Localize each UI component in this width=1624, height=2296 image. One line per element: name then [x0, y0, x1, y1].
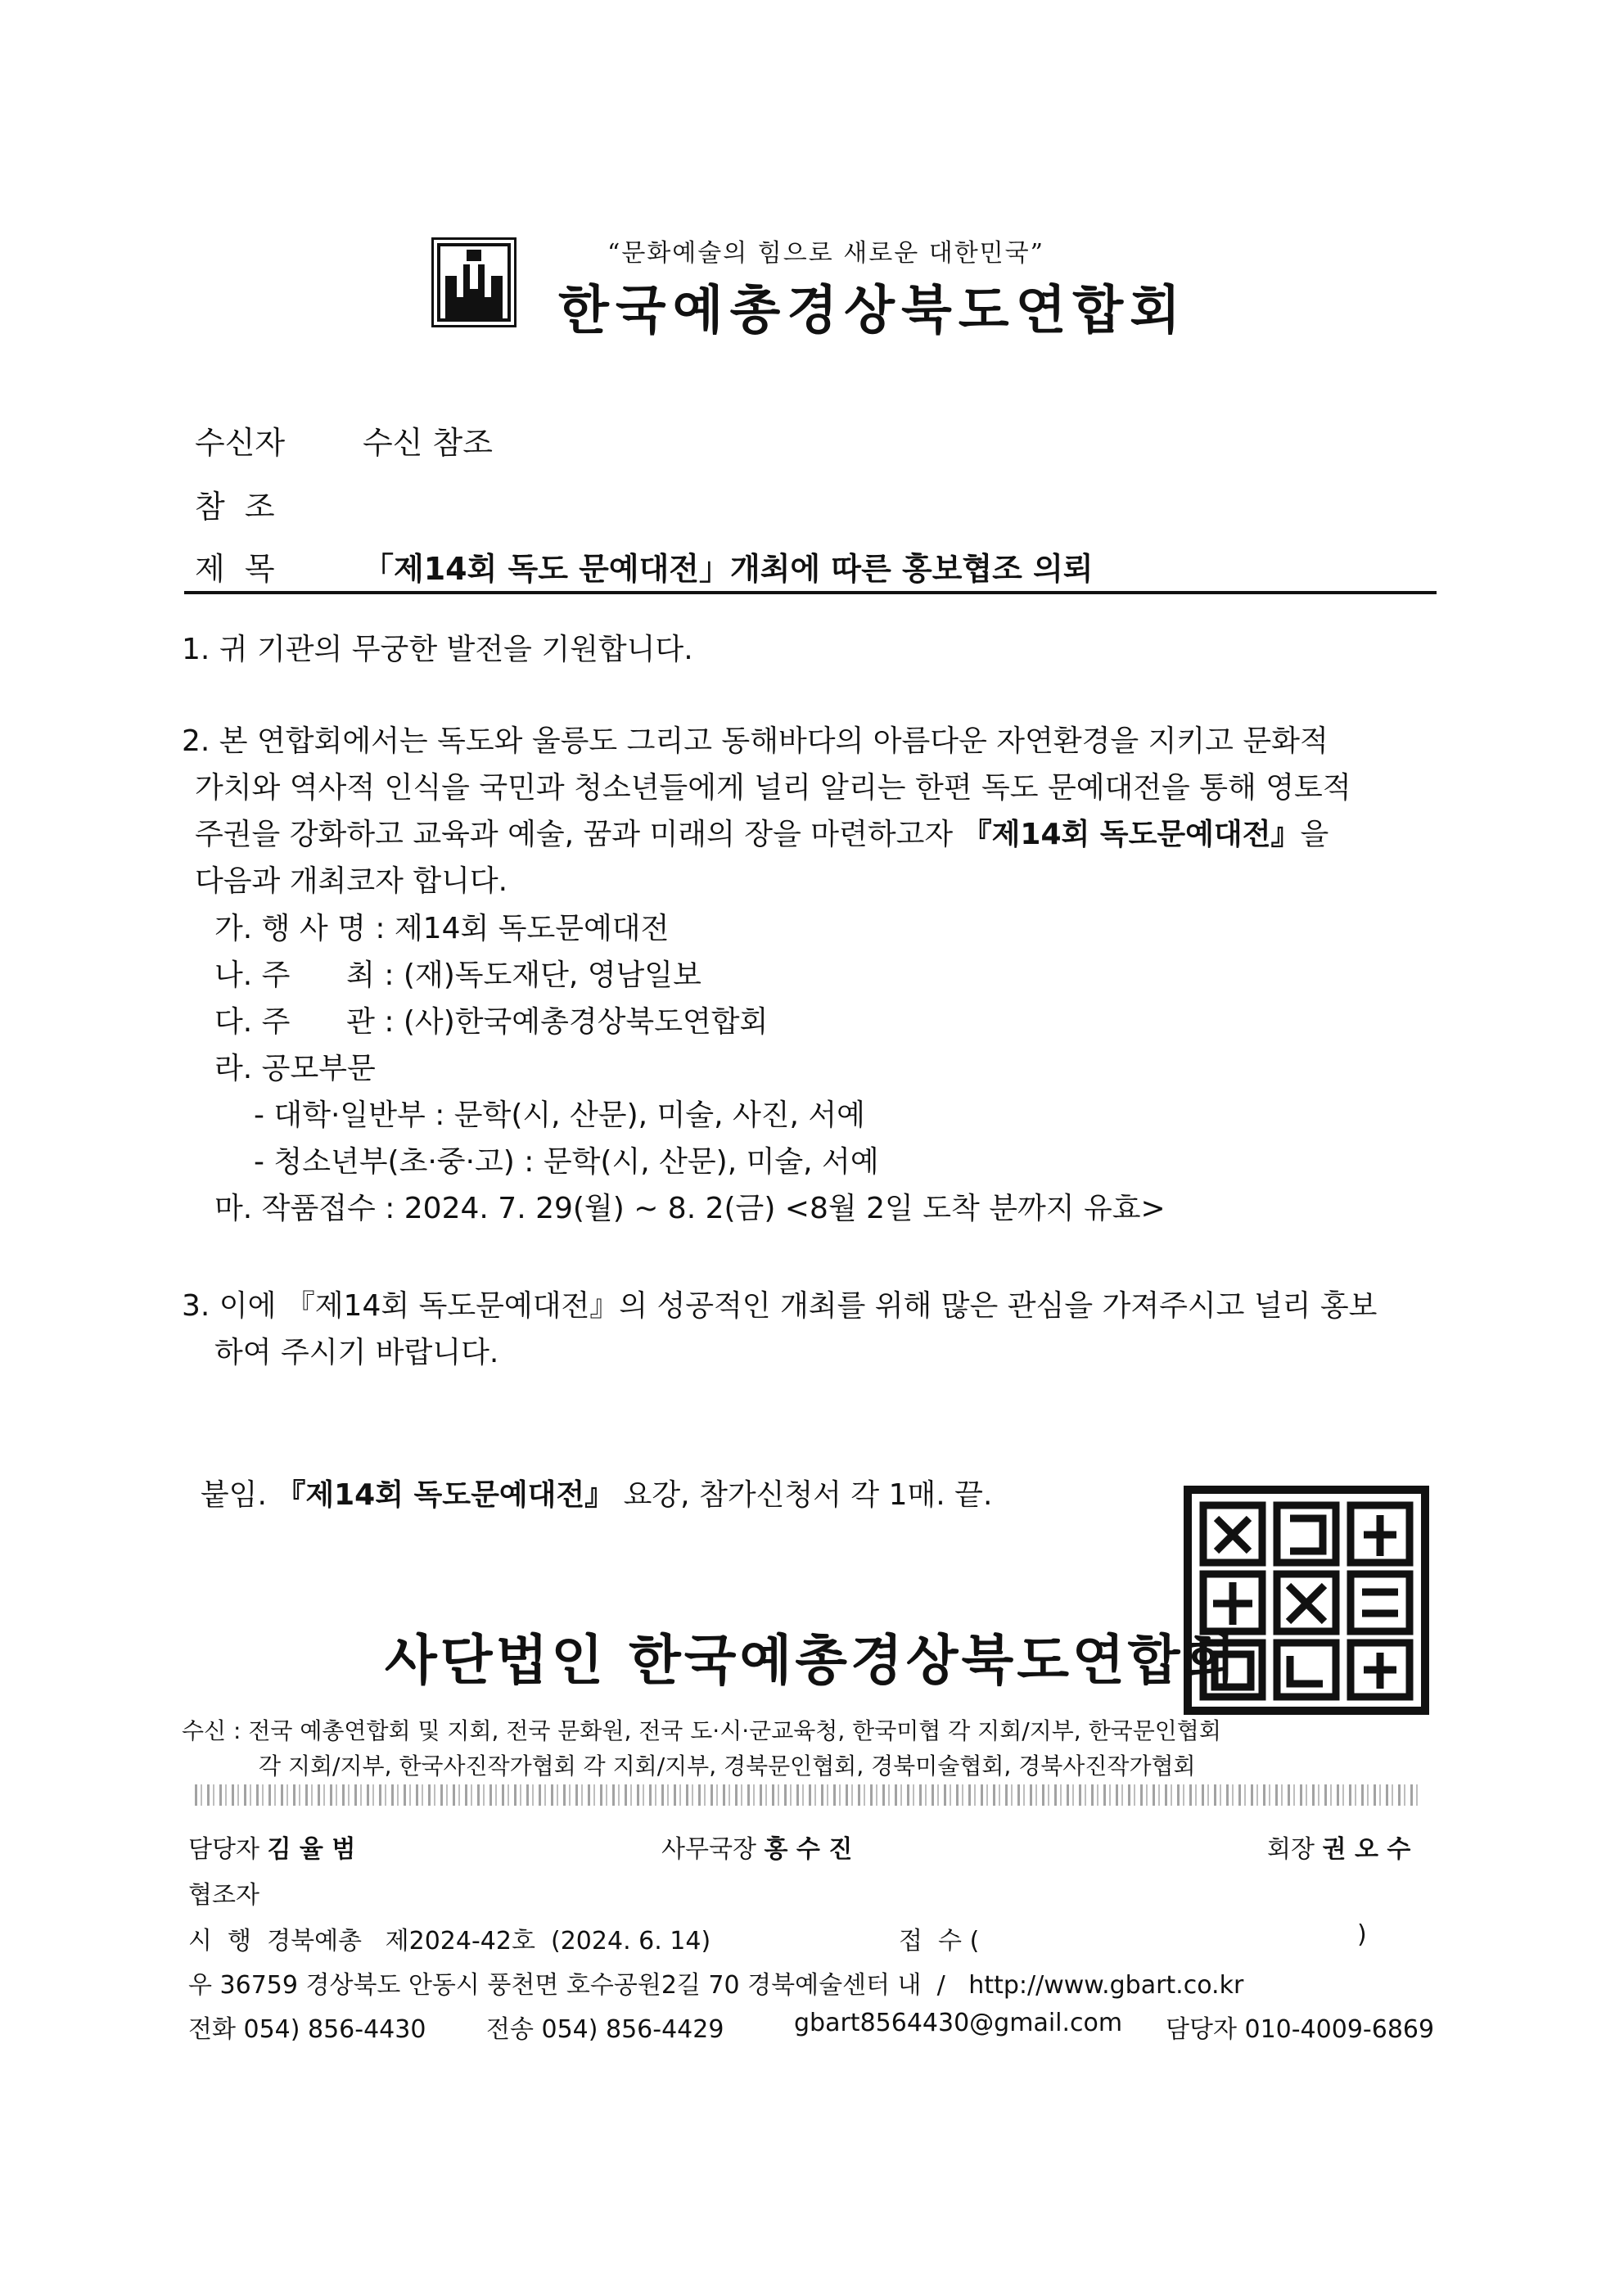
attachment-line	[182, 1427, 992, 1518]
paragraph-2-line-4: 다음과 개최코자 합니다.	[195, 864, 508, 898]
paragraph-2-line-3	[195, 812, 1329, 858]
subject-label: 제 목	[195, 551, 275, 587]
paragraph-1: 1. 귀 기관의 무궁한 발전을 기원합니다.	[182, 633, 693, 666]
recipient-value: 수신 참조	[363, 425, 493, 461]
receipt-field: 접 수 (	[899, 1927, 980, 1955]
attachment-event-name: 『제14회 독도문예대전』	[276, 1478, 615, 1512]
subject-value: 「제14회 독도 문예대전」개최에 따른 홍보협조 의뢰	[363, 551, 1094, 587]
staff-signature	[188, 1829, 355, 1865]
organization-slogan: “문화예술의 힘으로 새로운 대한민국”	[607, 239, 1044, 268]
item-categories-youth: - 청소년부(초·중·고) : 문학(시, 산문), 미술, 서예	[254, 1145, 879, 1179]
organization-title: 한국예총경상북도연합회	[558, 280, 1188, 341]
distribution-line-1: 수신 : 전국 예총연합회 및 지회, 전국 문화원, 전국 도·시·군교육청, 한국미협 각 지회/지부, 한국문인협회	[182, 1717, 1221, 1744]
staff-name: 김 율 범	[267, 1835, 356, 1864]
item-submission-period: 마. 작품접수 : 2024. 7. 29(월) ~ 8. 2(금) <8월 2일 도착 분까지 유효>	[214, 1192, 1166, 1225]
recipient-label: 수신자	[195, 425, 286, 461]
item-organizer: 다. 주 관 : (사)한국예총경상북도연합회	[214, 1005, 769, 1039]
cooperator-label: 협조자	[188, 1881, 259, 1910]
item-categories: 라. 공모부문	[214, 1052, 376, 1085]
header-divider	[184, 591, 1437, 594]
receipt-close: )	[1357, 1920, 1367, 1949]
item-event-name: 가. 행 사 명 : 제14회 독도문예대전	[214, 912, 670, 945]
issue-number: 시 행 경북예총 제2024-42호 (2024. 6. 14)	[188, 1927, 711, 1955]
staff-label: 담당자	[188, 1835, 259, 1864]
postal-address: 우 36759 경상북도 안동시 풍천면 호수공원2길 70 경북예술센터 내 / http://www.gbart.co.kr	[188, 1971, 1244, 2000]
item-host: 나. 주 최 : (재)독도재단, 영남일보	[214, 959, 701, 992]
logo-mark	[434, 240, 514, 325]
paragraph-2-line-1: 2. 본 연합회에서는 독도와 울릉도 그리고 동해바다의 아름다운 자연환경을 지키고 문화적	[182, 724, 1329, 758]
paragraph-2-line-3-end: 을	[1300, 818, 1329, 851]
phone-number: 전화 054) 856-4430	[188, 2015, 426, 2044]
secretary-label: 사무국장	[661, 1835, 756, 1864]
distribution-line-2: 각 지회/지부, 한국사진작가협회 각 지회/지부, 경북문인협회, 경북미술협회, 경북사진작가협회	[259, 1752, 1196, 1780]
president-signature	[1267, 1829, 1410, 1865]
attachment-items: 요강, 참가신청서 각 1매. 끝.	[614, 1478, 993, 1512]
attachment-label: 붙임.	[200, 1478, 277, 1512]
item-categories-adult: - 대학·일반부 : 문학(시, 산문), 미술, 사진, 서예	[254, 1098, 865, 1132]
secretary-signature	[661, 1829, 852, 1865]
reference-label: 참 조	[195, 489, 275, 525]
paragraph-2-line-2: 가치와 역사적 인식을 국민과 청소년들에게 널리 알리는 한편 독도 문예대전을 통해 영토적	[195, 771, 1351, 805]
redacted-strip	[195, 1784, 1423, 1806]
paragraph-3-line-1: 3. 이에 『제14회 독도문예대전』의 성공적인 개최를 위해 많은 관심을 가져주시고 널리 홍보	[182, 1289, 1378, 1323]
secretary-name: 홍 수 진	[764, 1835, 853, 1864]
president-name: 권 오 수	[1322, 1835, 1411, 1864]
sender-organization-name: 사단법인 한국예총경상북도연합회	[385, 1629, 1239, 1692]
event-name-bold: 『제14회 독도문예대전』	[962, 818, 1301, 851]
paragraph-3-line-2: 하여 주시기 바랍니다.	[214, 1336, 499, 1369]
president-label: 회장	[1267, 1835, 1315, 1864]
organization-logo-icon	[431, 237, 517, 327]
fax-number: 전송 054) 856-4429	[486, 2015, 724, 2044]
contact-number: 담당자 010-4009-6869	[1166, 2015, 1435, 2044]
email-address: gbart8564430@gmail.com	[794, 2009, 1123, 2037]
paragraph-2-line-3-text: 주권을 강화하고 교육과 예술, 꿈과 미래의 장을 마련하고자	[195, 818, 963, 851]
